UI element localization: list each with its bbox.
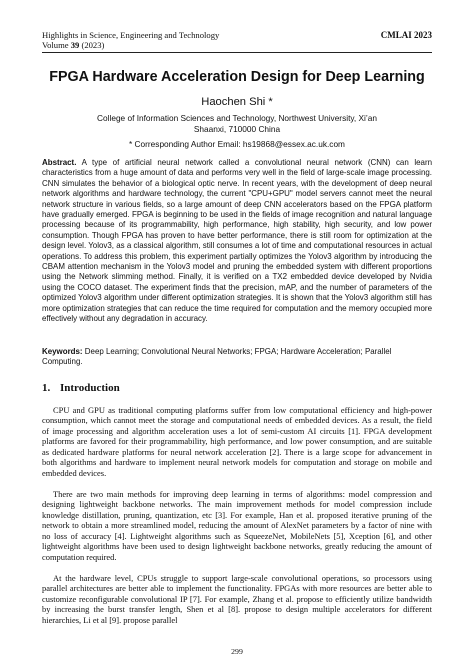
keywords-label: Keywords:: [42, 347, 83, 356]
author-affiliation: College of Information Sciences and Technology, Northwest University, Xi’an Shaanxi, 710000 China: [97, 113, 377, 134]
body-paragraph: There are two main methods for improving deep learning in terms of algorithms: model compression and designing lightweight backbone networks. The main improvement methods for model compression include knowledge distillation, pruning, quantization, etc [3]. For example, Han et al. proposed iterative pruning of the network to obtain a more streamlined model, reducing the amount of AlexNet parameters by a factor of nine with no loss of accuracy [4]. Lightweight algorithms such as SqueezeNet, MobileNets [5], Xception [6], and other lightweight algorithms have been used to design lightweight backbone networks, greatly reducing the amount of computation required.: [42, 489, 432, 562]
keywords-text: Deep Learning; Convolutional Neural Networks; FPGA; Hardware Acceleration; Parallel Computing.: [42, 347, 392, 367]
body-paragraph: At the hardware level, CPUs struggle to support large-scale convolutional operations, so processors using parallel architectures are better able to implement the functionality. FPGAs with more resources are better able to customize reconfigurable convolutional IP [7]. For example, Zhang et al. propose to efficiently utilize bandwidth by increasing the burst transfer length, Shen et al [8]. propose to design multiple accelerators for different hierarchies, Li et al [9]. propose parallel: [42, 573, 432, 625]
section-heading: [42, 382, 120, 394]
conference-name: CMLAI 2023: [380, 30, 432, 40]
journal-name: Highlights in Science, Engineering and Technology: [42, 30, 220, 40]
section-number: 1.: [42, 382, 51, 394]
author-name: Haochen Shi *: [201, 96, 273, 108]
corresponding-email: * Corresponding Author Email: hs19868@essex.ac.uk.com: [129, 139, 345, 149]
abstract-label: Abstract.: [42, 158, 77, 167]
body-paragraph: CPU and GPU as traditional computing platforms suffer from low computational efficiency and high-power consumption, which cannot meet the storage and computational needs of embedded devices. As a result, the field of image processing and algorithm acceleration uses a lot of semi-custom AI circuits [1]. FPGA development platforms are favored for their programmability, high performance, and low power consumption, and are suitable as dedicated hardware platforms for neural network acceleration [2]. There is a large scope for advancement in both algorithms and hardware to implement neural network models for computation and storage on mobile and embedded devices.: [42, 405, 432, 478]
volume-prefix: Volume: [42, 40, 71, 50]
volume-number: 39: [70, 40, 80, 50]
section-title: Introduction: [60, 382, 120, 394]
keywords: [42, 347, 432, 368]
header-rule: [42, 52, 432, 53]
abstract: [42, 158, 432, 325]
paper-title: FPGA Hardware Acceleration Design for Deep Learning: [49, 69, 425, 85]
volume-info: [42, 40, 104, 51]
abstract-text: A type of artificial neural network called a convolutional neural network (CNN) can learn characteristics from a huge amount of data and performs very well in the field of large-scale image processing. CNN simulates the behavior of a biological optic nerve. In recent years, with the development of deep neural network algorithms and hardware technology, the current "CPU+GPU" model servers cannot meet the neural network structure in various fields, so a large amount of deep CNN accelerators based on the FPGA platform have gradually emerged. FPGA is beginning to be used in the fields of image recognition and natural language processing because of its programmability, high performance, high stability, high security, and low power consumption. Though FPGA has proven to have better performance, there is still room for optimization at the design level. Yolov3, as a classical algorithm, still consumes a lot of time and computational resources in actual operations. To address this problem, this experiment partially optimizes the Yolov3 algorithm by introducing the CBAM attention mechanism in the Yolov3 model and pruning the embedded system with different proportions using the Network slimming method. Finally, it is verified on a TX2 embedded device developed by Nvidia using the COCO dataset. The experiment finds that the precision, mAP, and the number of parameters of the optimized Yolov3 algorithm under different optimization strategies. It is shown that the Yolov3 algorithm still has more optimization strategies that can reduce the time required for computation and the memory occupied more effectively without any degradation in accuracy.: [42, 158, 432, 324]
volume-year: (2023): [79, 40, 105, 50]
page-number: 299: [231, 647, 243, 656]
